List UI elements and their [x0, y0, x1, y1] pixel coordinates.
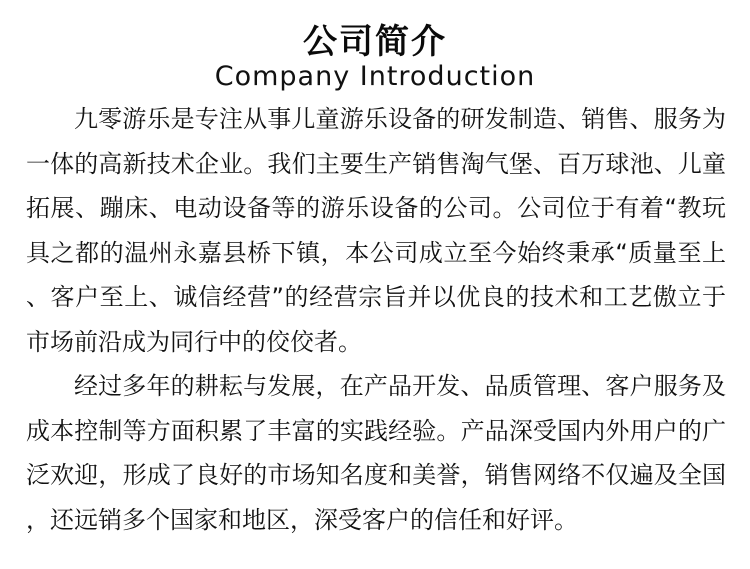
text-line: 拓展、蹦床、电动设备等的游乐设备的公司。公司位于有着“教玩 [26, 194, 726, 222]
page-title: 公司简介 [303, 22, 447, 62]
intro-text [26, 97, 726, 542]
text-line: 经过多年的耕耘与发展，在产品开发、品质管理、客户服务及 [74, 372, 726, 400]
page-subtitle: Company Introduction [214, 61, 536, 92]
text-line: 泛欢迎，形成了良好的市场知名度和美誉，销售网络不仅遍及全国 [26, 461, 726, 489]
text-line: 成本控制等方面积累了丰富的实践经验。产品深受国内外用户的广 [26, 416, 726, 445]
text-line: 、客户至上、诚信经营”的经营宗旨并以优良的技术和工艺傲立于 [26, 283, 726, 311]
text-line: 市场前沿成为同行中的佼佼者。 [26, 327, 362, 356]
text-line: ，还远销多个国家和地区，深受客户的信任和好评。 [26, 505, 578, 534]
text-line: 一体的高新技术企业。我们主要生产销售淘气堡、百万球池、儿童 [26, 149, 726, 178]
text-line: 九零游乐是专注从事儿童游乐设备的研发制造、销售、服务为 [74, 105, 726, 133]
text-line: 具之都的温州永嘉县桥下镇，本公司成立至今始终秉承“质量至上 [26, 238, 726, 267]
